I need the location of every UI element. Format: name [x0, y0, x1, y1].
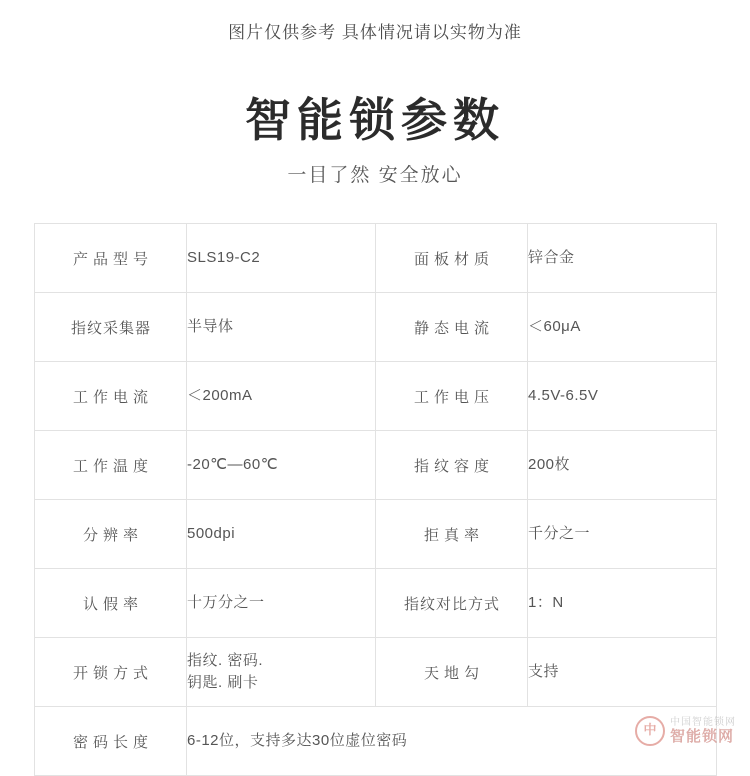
table-row	[35, 707, 717, 776]
spec-value: 锌合金	[528, 224, 717, 293]
disclaimer-text: 图片仅供参考 具体情况请以实物为准	[228, 23, 522, 42]
spec-value	[187, 638, 376, 707]
table-row	[35, 362, 717, 431]
table-row	[35, 224, 717, 293]
spec-label: 认假率	[35, 569, 187, 638]
watermark-top-text: 中国智能锁网	[670, 716, 736, 728]
spec-value: 支持	[528, 638, 717, 707]
spec-table-wrapper	[34, 223, 716, 776]
watermark	[635, 716, 736, 746]
spec-label: 开锁方式	[35, 638, 187, 707]
watermark-bottom-text: 智能锁网	[670, 728, 735, 746]
spec-table	[34, 223, 717, 776]
spec-label: 产品型号	[35, 224, 187, 293]
spec-label: 密码长度	[35, 707, 187, 776]
spec-value: ＜200mA	[187, 362, 376, 431]
spec-label: 工作电压	[376, 362, 528, 431]
spec-value: 4.5V-6.5V	[528, 362, 717, 431]
spec-label: 工作温度	[35, 431, 187, 500]
table-row	[35, 638, 717, 707]
spec-label: 分辨率	[35, 500, 187, 569]
spec-label: 面板材质	[376, 224, 528, 293]
spec-value: 200枚	[528, 431, 717, 500]
table-row	[35, 569, 717, 638]
spec-label: 指纹采集器	[35, 293, 187, 362]
spec-value-line: 指纹. 密码.	[187, 652, 264, 670]
spec-value: 1：N	[528, 569, 717, 638]
spec-value: 500dpi	[187, 500, 376, 569]
table-row	[35, 431, 717, 500]
spec-label: 指纹对比方式	[376, 569, 528, 638]
table-row	[35, 293, 717, 362]
spec-label: 拒真率	[376, 500, 528, 569]
watermark-text	[670, 717, 736, 746]
spec-value: -20℃—60℃	[187, 431, 376, 500]
spec-label: 天地勾	[376, 638, 528, 707]
spec-label: 指纹容度	[376, 431, 528, 500]
page-title: 智能锁参数	[245, 94, 505, 146]
spec-value: 千分之一	[528, 500, 717, 569]
spec-value: 半导体	[187, 293, 376, 362]
spec-value: SLS19-C2	[187, 224, 376, 293]
brand-logo-icon: 中	[635, 716, 665, 746]
title-block	[0, 93, 750, 187]
spec-label: 工作电流	[35, 362, 187, 431]
spec-value-line: 钥匙. 刷卡	[187, 674, 259, 692]
table-row	[35, 500, 717, 569]
spec-label: 静态电流	[376, 293, 528, 362]
spec-value: 6-12位，支持多达30位虚位密码	[187, 707, 717, 776]
page-subtitle: 一目了然 安全放心	[287, 165, 463, 187]
spec-value: 十万分之一	[187, 569, 376, 638]
spec-value: ＜60μA	[528, 293, 717, 362]
